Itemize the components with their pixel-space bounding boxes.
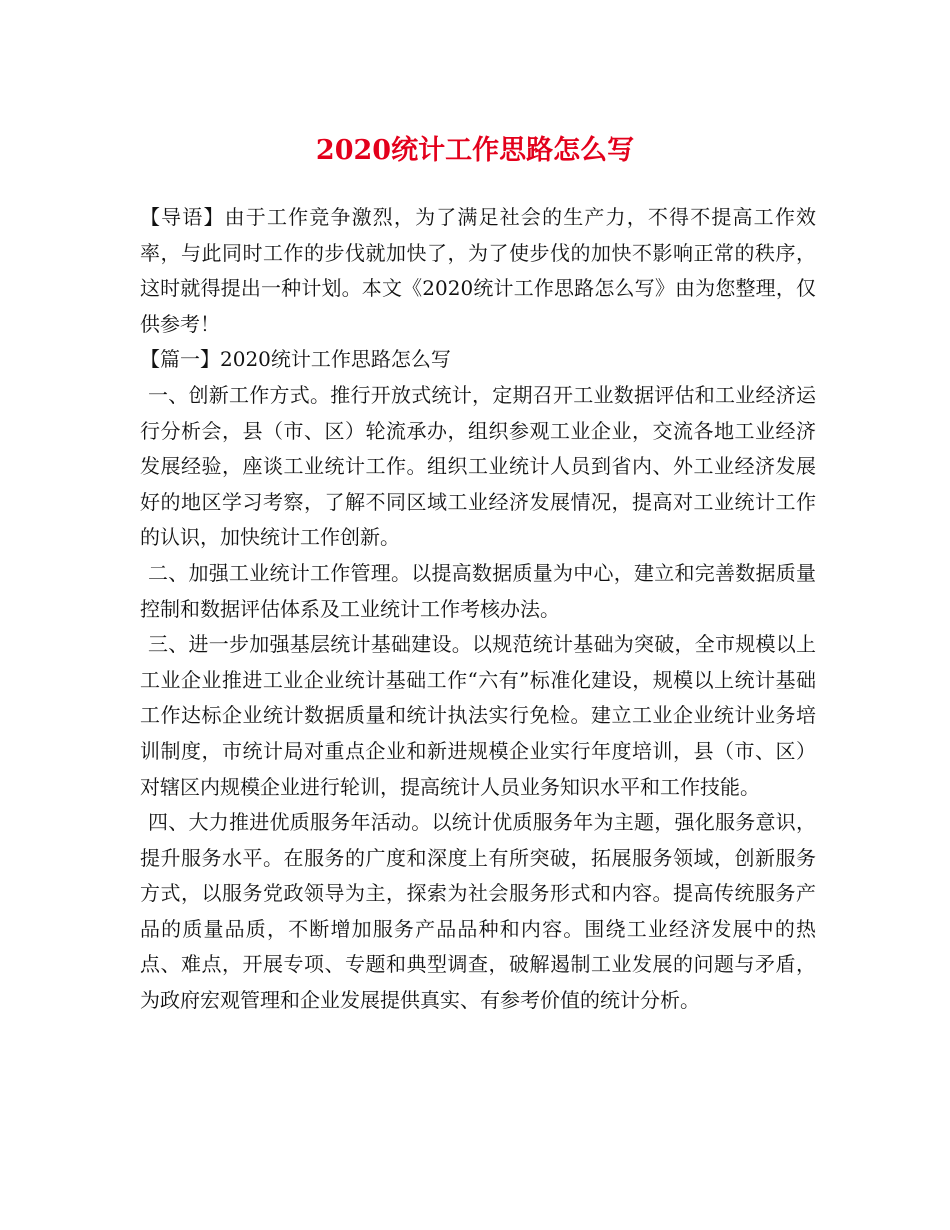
section-heading: 【篇一】2020统计工作思路怎么写: [140, 347, 451, 372]
paragraph-item-2: 二、加强工业统计工作管理。以提高数据质量为中心，建立和完善数据质量控制和数据评估体系及工业统计工作考核办法。: [140, 560, 816, 621]
paragraph-item-4: 四、大力推进优质服务年活动。以统计优质服务年为主题，强化服务意识，提升服务水平。在服务的广度和深度上有所突破，拓展服务领域，创新服务方式，以服务党政领导为主，探索为社会服务形式和内容。提高传统服务产品的质量品质，不断增加服务产品品种和内容。围绕工业经济发展中的热点、难点，开展专项、专题和典型调查，破解遏制工业发展的问题与矛盾，为政府宏观管理和企业发展提供真实、有参考价值的统计分析。: [140, 810, 816, 1013]
paragraph-item-1: 一、创新工作方式。推行开放式统计，定期召开工业数据评估和工业经济运行分析会，县（市、区）轮流承办，组织参观工业企业，交流各地工业经济发展经验，座谈工业统计工作。组织工业统计人员到省内、外工业经济发展好的地区学习考察，了解不同区域工业经济发展情况，提高对工业统计工作的认识，加快统计工作创新。: [140, 382, 816, 550]
intro-paragraph: 【导语】由于工作竞争激烈，为了满足社会的生产力，不得不提高工作效率，与此同时工作的步伐就加快了，为了使步伐的加快不影响正常的秩序，这时就得提出一种计划。本文《2020统计工作思路怎么写》由为您整理，仅供参考！: [140, 205, 816, 336]
paragraph-item-3: 三、进一步加强基层统计基础建设。以规范统计基础为突破，全市规模以上工业企业推进工业企业统计基础工作“六有”标准化建设，规模以上统计基础工作达标企业统计数据质量和统计执法实行免检。建立工业企业统计业务培训制度，市统计局对重点企业和新进规模企业实行年度培训，县（市、区）对辖区内规模企业进行轮训，提高统计人员业务知识水平和工作技能。: [140, 632, 816, 799]
document-body: [140, 200, 816, 1019]
document-title: 2020统计工作思路怎么写: [315, 135, 635, 166]
